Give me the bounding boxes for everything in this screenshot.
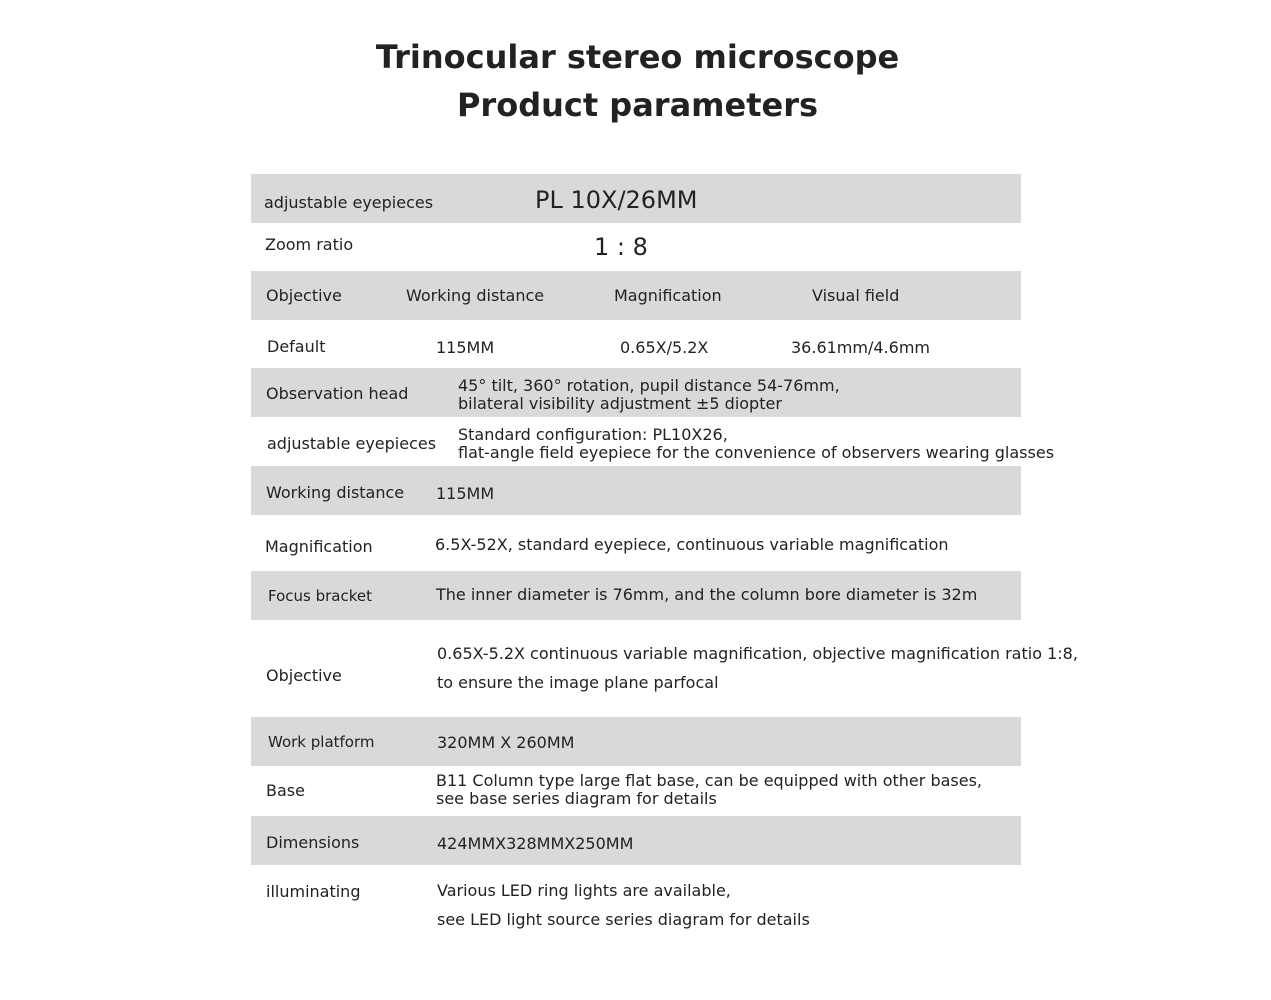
focus-bracket-label: Focus bracket <box>268 587 372 605</box>
work-platform-label: Work platform <box>268 733 375 751</box>
magnification-label: Magnification <box>265 537 373 556</box>
default-row-col2: 115MM <box>436 338 495 357</box>
eyepieces-label: adjustable eyepieces <box>267 434 437 453</box>
default-row-col1: Default <box>267 337 326 356</box>
page-subtitle: Product parameters <box>456 86 819 124</box>
objective-header-col3: Magnification <box>614 286 722 305</box>
observation-head-line-2: bilateral visibility adjustment ±5 diopter <box>458 394 782 413</box>
illuminating-line-1: Various LED ring lights are available, <box>437 881 731 900</box>
default-row-col3: 0.65X/5.2X <box>620 338 709 357</box>
dimensions-value: 424MMX328MMX250MM <box>437 834 634 853</box>
eyepieces-line-2: flat-angle field eyepiece for the convenience of observers wearing glasses <box>458 443 1055 462</box>
eyepieces-line-1: Standard configuration: PL10X26, <box>458 425 728 444</box>
work-platform-value: 320MM X 260MM <box>437 733 575 752</box>
working-distance-value: 115MM <box>436 484 495 503</box>
objective-header-col2: Working distance <box>406 286 545 305</box>
base-line-1: B11 Column type large flat base, can be equipped with other bases, <box>436 771 982 790</box>
page-title: Trinocular stereo microscope <box>375 38 900 76</box>
magnification-value: 6.5X-52X, standard eyepiece, continuous variable magnification <box>435 535 949 554</box>
dimensions-label: Dimensions <box>266 833 360 852</box>
default-row-col4: 36.61mm/4.6mm <box>791 338 930 357</box>
observation-head-line-1: 45° tilt, 360° rotation, pupil distance 54-76mm, <box>458 376 840 395</box>
objective-label: Objective <box>266 666 342 685</box>
illuminating-label: illuminating <box>266 882 361 901</box>
focus-bracket-value: The inner diameter is 76mm, and the column bore diameter is 32m <box>436 585 978 604</box>
illuminating-line-2: see LED light source series diagram for details <box>437 910 810 929</box>
zoom-ratio-label: Zoom ratio <box>265 235 354 254</box>
objective-header-col4: Visual field <box>812 286 900 305</box>
zoom-ratio-value: 1 : 8 <box>594 233 648 261</box>
eyepieces-top-value: PL 10X/26MM <box>535 186 698 214</box>
objective-line-2: to ensure the image plane parfocal <box>437 673 719 692</box>
base-line-2: see base series diagram for details <box>436 789 717 808</box>
base-label: Base <box>266 781 305 800</box>
working-distance-label: Working distance <box>266 483 405 502</box>
observation-head-label: Observation head <box>266 384 409 403</box>
objective-line-1: 0.65X-5.2X continuous variable magnification, objective magnification ratio 1:8, <box>437 644 1078 663</box>
objective-header-col1: Objective <box>266 286 342 305</box>
eyepieces-top-label: adjustable eyepieces <box>264 193 434 212</box>
row-band-dimensions <box>251 816 1021 865</box>
